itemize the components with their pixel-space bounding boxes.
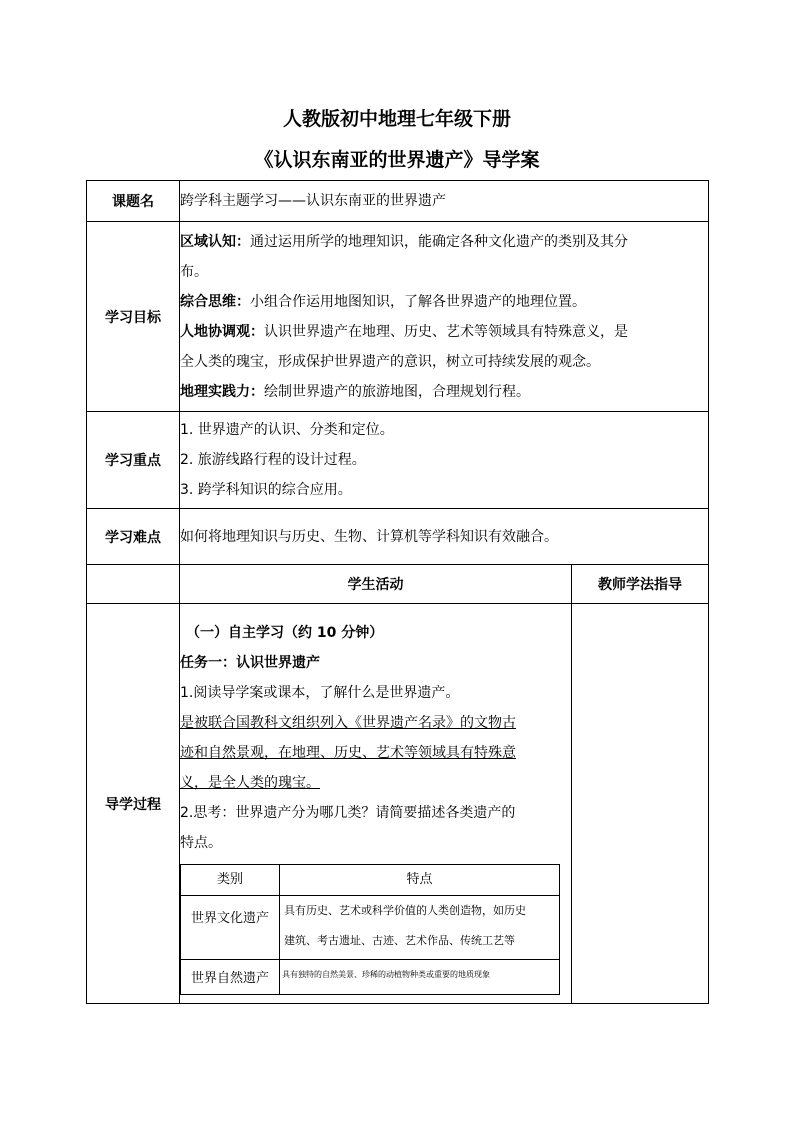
difficulty-value: 如何将地理知识与历史、生物、计算机等学科知识有效融合。	[180, 509, 709, 565]
feature-cell: 具有独特的自然美景、珍稀的动植物种类或重要的地质现象	[280, 960, 560, 995]
category-cell: 世界文化遗产	[181, 896, 280, 960]
focus-item: 2. 旅游线路行程的设计过程。	[180, 452, 366, 468]
document-subtitle: 《认识东南亚的世界遗产》导学案	[254, 149, 540, 171]
process-label: 导学过程	[87, 604, 180, 1004]
goals-content	[180, 222, 709, 412]
feature-cell: 具有历史、艺术或科学价值的人类创造物，如历史 建筑、考古遗址、古迹、艺术作品、传统工艺等	[280, 896, 560, 960]
goals-label: 学习目标	[87, 222, 180, 412]
topic-row	[87, 181, 709, 222]
focus-item: 3. 跨学科知识的综合应用。	[180, 482, 352, 498]
goals-row	[87, 222, 709, 412]
goal-item: 区域认知：通过运用所学的地理知识，能确定各种文化遗产的类别及其分	[180, 233, 628, 250]
goal-item-cont: 全人类的瑰宝，形成保护世界遗产的意识，树立可持续发展的观念。	[180, 353, 600, 370]
process-content	[180, 604, 572, 1004]
category-header: 类别	[181, 865, 280, 896]
student-activity-header: 学生活动	[180, 565, 572, 604]
focus-item: 1. 世界遗产的认识、分类和定位。	[180, 422, 394, 438]
difficulty-label: 学习难点	[87, 509, 180, 565]
question-1: 1.阅读导学案或课本，了解什么是世界遗产。	[180, 685, 460, 701]
goal-item: 人地协调观：认识世界遗产在地理、历史、艺术等领域具有特殊意义，是	[180, 323, 628, 340]
goal-item-cont: 布。	[180, 263, 208, 280]
difficulty-row	[87, 509, 709, 565]
heritage-type-table	[180, 864, 560, 995]
focus-label: 学习重点	[87, 412, 180, 509]
empty-header-cell	[87, 565, 180, 604]
activity-header-row	[87, 565, 709, 604]
document-title: 人教版初中地理七年级下册	[282, 108, 511, 130]
answer-line: 义，是全人类的瑰宝。	[180, 775, 320, 791]
topic-value: 跨学科主题学习——认识东南亚的世界遗产	[180, 181, 709, 222]
answer-line: 迹和自然景观，在地理、历史、艺术等领域具有特殊意	[180, 745, 516, 761]
feature-header: 特点	[280, 865, 560, 896]
focus-row	[87, 412, 709, 509]
question-2: 2.思考：世界遗产分为哪几类？请简要描述各类遗产的	[180, 805, 516, 821]
category-cell: 世界自然遗产	[181, 960, 280, 995]
teacher-guidance-cell	[572, 604, 709, 1004]
answer-line: 是被联合国教科文组织列入《世界遗产名录》的文物古	[180, 715, 516, 731]
section-title: （一）自主学习（约 10 分钟）	[186, 625, 384, 641]
process-row	[87, 604, 709, 1004]
task-title: 任务一：认识世界遗产	[180, 655, 320, 671]
focus-content	[180, 412, 709, 509]
question-2-cont: 特点。	[180, 835, 222, 851]
teacher-guidance-header: 教师学法指导	[572, 565, 709, 604]
goal-item: 综合思维：小组合作运用地图知识，了解各世界遗产的地理位置。	[180, 293, 586, 310]
topic-label: 课题名	[87, 181, 180, 222]
goal-item: 地理实践力：绘制世界遗产的旅游地图，合理规划行程。	[180, 383, 530, 400]
lesson-plan-table	[86, 180, 709, 1004]
